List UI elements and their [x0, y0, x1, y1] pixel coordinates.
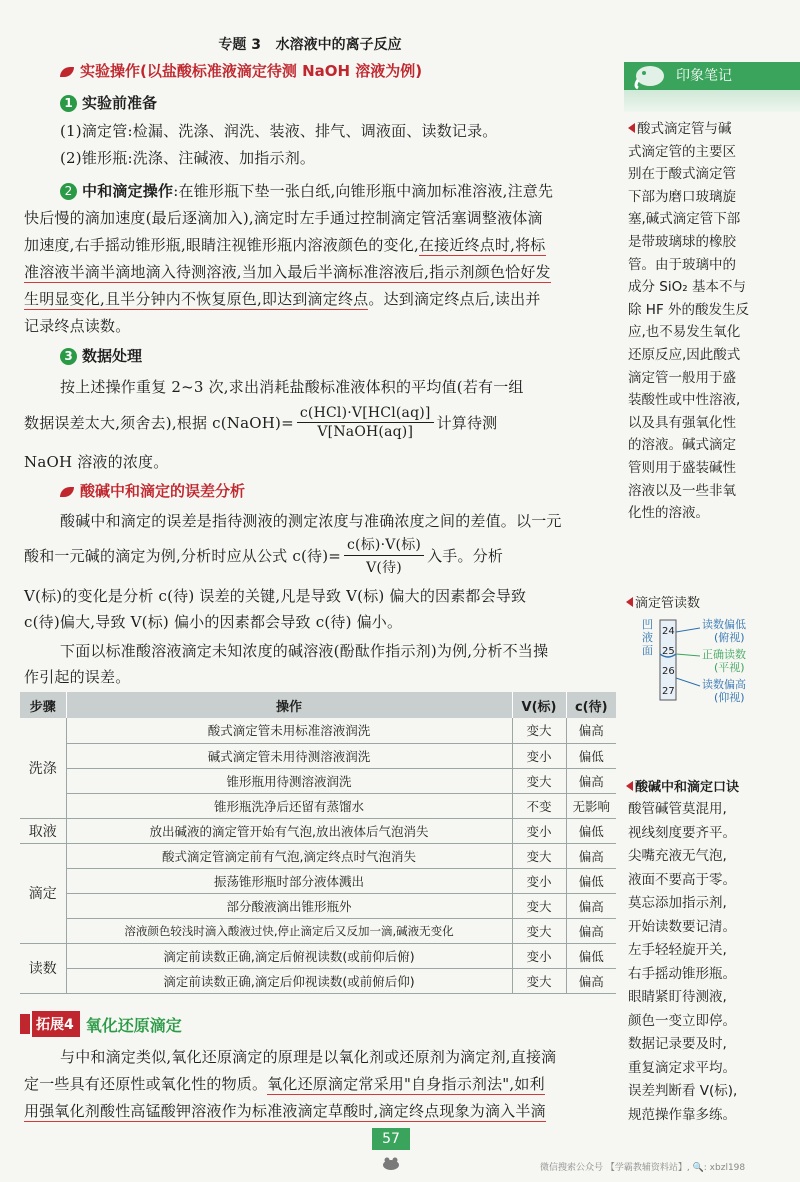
- extension-title: 氧化还原滴定: [85, 1015, 182, 1035]
- c-cell: 偏低: [566, 743, 616, 768]
- naoh-formula: [297, 405, 434, 440]
- c-cell: 偏高: [566, 968, 616, 993]
- note-line: 滴定管一般用于盛: [628, 369, 736, 386]
- note-line: 下部为磨口玻璃旋: [628, 188, 736, 205]
- sidebar-band: [624, 90, 800, 112]
- table-row: [20, 743, 616, 768]
- v-cell: 变小: [512, 818, 566, 843]
- note-line: 塞,碱式滴定管下部: [628, 211, 741, 228]
- step-cell: 洗涤: [20, 718, 66, 818]
- experiment-title: 实验操作(以盐酸标准液滴定待测 NaOH 溶液为例): [80, 62, 423, 80]
- operation-cell: 碱式滴定管未用待测溶液润洗: [66, 743, 512, 768]
- number-badge-icon: 2: [60, 183, 77, 200]
- titration-text: 。达到滴定终点后,读出并: [368, 290, 541, 308]
- prep-heading: [60, 92, 157, 113]
- note-line: 除 HF 外的酸发生反: [628, 301, 749, 318]
- c-cell: 偏高: [566, 893, 616, 918]
- reading-title: 滴定管读数: [635, 596, 701, 611]
- error-table: [20, 692, 616, 994]
- formula-denominator: V[NaOH(aq)]: [317, 423, 414, 440]
- operation-cell: 溶液颜色较浅时滴入酸液过快,停止滴定后又反加一滴,碱液无变化: [66, 918, 512, 943]
- experiment-heading: [60, 60, 422, 81]
- rhyme-line: 误差判断看 V(标),: [628, 1083, 738, 1099]
- header-c: c(待): [566, 692, 616, 718]
- header-operation: 操作: [66, 692, 512, 718]
- table-header-row: [20, 692, 616, 718]
- chapter-header: [0, 34, 620, 54]
- rhyme-line: 数据记录要及时,: [628, 1036, 727, 1052]
- pointer-icon: [626, 597, 633, 607]
- extension-text: 定一些具有还原性或氧化性的物质。: [24, 1075, 268, 1093]
- table-row: [20, 943, 616, 968]
- footer-watermark: 微信搜索公众号 【学霸教辅资料站】, 🔍: xbzl198: [540, 1163, 746, 1173]
- v-cell: 变大: [512, 918, 566, 943]
- table-row: [20, 818, 616, 843]
- extension-heading: [20, 1011, 182, 1037]
- rhyme-line: 开始读数要记清。: [628, 918, 736, 935]
- note-line: 酸式滴定管与碱: [637, 121, 732, 137]
- formula-suffix: 计算待测: [436, 413, 498, 432]
- table-row: [20, 718, 616, 743]
- data-line-3: NaOH 溶液的浓度。: [24, 453, 169, 471]
- rhyme-line: 颜色一变立即停。: [628, 1012, 736, 1029]
- extension-underline: 用强氧化剂酸性高锰酸钾溶液作为标准液滴定草酸时,滴定终点现象为滴入半滴: [24, 1102, 546, 1120]
- titration-text: 加速度,右手摇动锥形瓶,眼睛注视锥形瓶内溶液颜色的变化,: [24, 236, 419, 254]
- prep-item-2: (2)锥形瓶:洗涤、注碱液、加指示剂。: [60, 149, 316, 167]
- c-cell: 偏高: [566, 843, 616, 868]
- operation-cell: 酸式滴定管未用标准溶液润洗: [66, 718, 512, 743]
- error-line-3: V(标)的变化是分析 c(待) 误差的关键,凡是导致 V(标) 偏大的因素都会导致: [24, 587, 527, 605]
- leaf-icon: [60, 67, 74, 77]
- pointer-icon: [628, 123, 635, 133]
- v-cell: 变小: [512, 943, 566, 968]
- tick-label: 27: [662, 686, 675, 697]
- sidebar-note-1: [628, 118, 796, 525]
- rhyme-line: 右手摇动锥形瓶。: [628, 965, 736, 982]
- error-line-6: 作引起的误差。: [24, 668, 131, 686]
- data-line-1: 按上述操作重复 2~3 次,求出消耗盐酸标准液体积的平均值(若有一组: [60, 378, 524, 396]
- reading-text: (俯视): [714, 631, 745, 644]
- leaf-icon: [60, 487, 74, 497]
- error-heading: [60, 480, 245, 501]
- titration-line-6: 记录终点读数。: [24, 317, 131, 335]
- operation-cell: 振荡锥形瓶时部分液体溅出: [66, 868, 512, 893]
- error-line-5: 下面以标准酸溶液滴定未知浓度的碱溶液(酚酞作指示剂)为例,分析不当操: [60, 642, 549, 660]
- pointer-icon: [626, 781, 633, 791]
- c-cell: 偏低: [566, 868, 616, 893]
- rhyme-line: 视线刻度要齐平。: [628, 824, 736, 841]
- table-row: [20, 893, 616, 918]
- v-cell: 变小: [512, 868, 566, 893]
- formula-denominator: V(待): [366, 559, 402, 576]
- label-char: 凹: [642, 618, 653, 631]
- table-row: [20, 843, 616, 868]
- operation-cell: 滴定前读数正确,滴定后俯视读数(或前仰后俯): [66, 943, 512, 968]
- reading-text: (平视): [714, 661, 745, 674]
- titration-underline: 在接近终点时,将标: [418, 236, 546, 254]
- operation-cell: 放出碱液的滴定管开始有气泡,放出液体后气泡消失: [66, 818, 512, 843]
- rhyme-line: 尖嘴充液无气泡,: [628, 848, 727, 864]
- titration-line-1: [60, 180, 656, 201]
- operation-cell: 滴定前读数正确,滴定后仰视读数(或前俯后仰): [66, 968, 512, 993]
- titration-line-3: [24, 234, 620, 255]
- extension-line-1: 与中和滴定类似,氧化还原滴定的原理是以氧化剂或还原剂为滴定剂,直接滴: [60, 1048, 557, 1066]
- book-icon: [20, 1014, 30, 1034]
- note-line: 是带玻璃球的橡胶: [628, 233, 736, 250]
- titration-line-2: 快后慢的滴加速度(最后逐滴加入),滴定时左手通过控制滴定管活塞调整液体滴: [24, 209, 543, 227]
- note-line: 还原反应,因此酸式: [628, 346, 741, 363]
- extension-badge: 拓展4: [32, 1011, 80, 1037]
- header-v: V(标): [512, 692, 566, 718]
- note-line: 装酸性或中性溶液,: [628, 392, 741, 409]
- note-line: 溶液以及一些非氧: [628, 482, 736, 499]
- tick-label: 24: [662, 626, 675, 637]
- formula-suffix: 入手。分析: [427, 546, 504, 565]
- rhyme-heading: [626, 776, 739, 795]
- table-row: [20, 793, 616, 818]
- page-number: 57: [372, 1128, 410, 1150]
- c-cell: 偏高: [566, 718, 616, 743]
- rhyme-line: 左手轻轻旋开关,: [628, 942, 727, 958]
- error-line-1: 酸碱中和滴定的误差是指待测液的测定浓度与准确浓度之间的差值。以一元: [60, 512, 562, 530]
- error-title: 酸碱中和滴定的误差分析: [80, 482, 246, 500]
- note-line: 式滴定管的主要区: [628, 143, 736, 160]
- v-cell: 变大: [512, 843, 566, 868]
- error-line-2: [24, 532, 620, 578]
- note-line: 别在于酸式滴定管: [628, 166, 736, 183]
- note-line: 成分 SiO₂ 基本不与: [628, 279, 746, 296]
- titration-underline: 准溶液半滴半滴地滴入待测溶液,当加入最后半滴标准溶液后,指示剂颜色恰好发: [24, 263, 551, 281]
- burette-ticks: [662, 622, 675, 702]
- v-cell: 变小: [512, 743, 566, 768]
- reading-correct: [702, 648, 746, 674]
- reading-high: [702, 618, 746, 644]
- prep-title: 实验前准备: [82, 94, 158, 112]
- reading-heading: [626, 592, 700, 611]
- header-step: 步骤: [20, 692, 66, 718]
- rhyme-title: 酸碱中和滴定口诀: [635, 780, 740, 795]
- elephant-logo-icon: [630, 60, 670, 90]
- v-cell: 变大: [512, 718, 566, 743]
- table-row: [20, 918, 616, 943]
- c-cell: 偏低: [566, 943, 616, 968]
- c-formula: [344, 534, 424, 577]
- operation-cell: 酸式滴定管滴定前有气泡,滴定终点时气泡消失: [66, 843, 512, 868]
- table-row: [20, 868, 616, 893]
- rhyme-line: 重复滴定求平均。: [628, 1059, 736, 1076]
- operation-cell: 锥形瓶洗净后还留有蒸馏水: [66, 793, 512, 818]
- rhyme-line: 液面不要高于零。: [628, 871, 736, 888]
- formula-numerator: c(标)·V(标): [344, 534, 424, 556]
- c-cell: 偏低: [566, 818, 616, 843]
- c-cell: 无影响: [566, 793, 616, 818]
- sidebar-tab: 印象笔记: [624, 62, 800, 90]
- burette-diagram: [630, 614, 800, 704]
- v-cell: 变大: [512, 968, 566, 993]
- chapter-title: 水溶液中的离子反应: [275, 37, 402, 53]
- number-badge-icon: 1: [60, 95, 77, 112]
- data-line-2: [24, 400, 620, 444]
- tick-label: 25: [662, 646, 675, 657]
- note-line: 管则用于盛装碱性: [628, 459, 736, 476]
- data-heading: [60, 345, 142, 366]
- extension-line-3: [24, 1100, 620, 1121]
- reading-text: (仰视): [714, 691, 745, 704]
- tick-label: 26: [662, 666, 675, 677]
- v-cell: 变大: [512, 893, 566, 918]
- extension-underline: 氧化还原滴定常采用"自身指示剂法",如利: [267, 1075, 545, 1093]
- label-char: 面: [642, 644, 653, 657]
- v-cell: 不变: [512, 793, 566, 818]
- label-char: 液: [642, 631, 653, 644]
- titration-line-4: [24, 261, 620, 282]
- reading-text: 读数偏高: [702, 678, 746, 691]
- rhyme-line: 规范操作靠多练。: [628, 1106, 736, 1123]
- c-cell: 偏高: [566, 768, 616, 793]
- reading-text: 读数偏低: [702, 618, 746, 631]
- titration-title: 中和滴定操作: [82, 182, 174, 200]
- c-cell: 偏高: [566, 918, 616, 943]
- operation-cell: 锥形瓶用待测溶液润洗: [66, 768, 512, 793]
- table-row: [20, 968, 616, 993]
- step-cell: 读数: [20, 943, 66, 993]
- note-line: 以及具有强氧化性: [628, 414, 736, 431]
- titration-line-5: [24, 288, 620, 309]
- note-line: 的溶液。碱式滴定: [628, 437, 736, 454]
- note-line: 管。由于玻璃中的: [628, 256, 736, 273]
- formula-prefix: 酸和一元碱的滴定为例,分析时应从公式 c(待)=: [24, 546, 342, 565]
- note-line: 应,也不易发生氧化: [628, 324, 741, 341]
- operation-cell: 部分酸液滴出锥形瓶外: [66, 893, 512, 918]
- formula-prefix: 数据误差太大,须舍去),根据 c(NaOH)=: [24, 413, 294, 432]
- note-line: 化性的溶液。: [628, 505, 709, 522]
- rhyme-text: [628, 798, 796, 1127]
- number-badge-icon: 3: [60, 348, 77, 365]
- mascot-icon: [380, 1155, 402, 1171]
- data-title: 数据处理: [82, 347, 143, 365]
- rhyme-line: 眼睛紧盯待测液,: [628, 989, 727, 1005]
- chapter-number: 专题 3: [218, 37, 261, 53]
- titration-underline: 生明显变化,且半分钟内不恢复原色,即达到滴定终点: [24, 290, 369, 308]
- reading-low: [702, 678, 746, 704]
- formula-numerator: c(HCl)·V[HCl(aq)]: [297, 405, 434, 423]
- error-line-4: c(待)偏大,导致 V(标) 偏小的因素都会导致 c(待) 偏小。: [24, 613, 403, 631]
- v-cell: 变大: [512, 768, 566, 793]
- step-cell: 滴定: [20, 843, 66, 943]
- table-row: [20, 768, 616, 793]
- extension-line-2: [24, 1073, 620, 1094]
- rhyme-line: 莫忘添加指示剂,: [628, 895, 727, 911]
- step-cell: 取液: [20, 818, 66, 843]
- reading-text: 正确读数: [702, 648, 746, 661]
- prep-item-1: (1)滴定管:检漏、洗涤、润洗、装液、排气、调液面、读数记录。: [60, 122, 498, 140]
- rhyme-line: 酸管碱管莫混用,: [628, 801, 727, 817]
- titration-text: :在锥形瓶下垫一张白纸,向锥形瓶中滴加标准溶液,注意先: [173, 182, 554, 200]
